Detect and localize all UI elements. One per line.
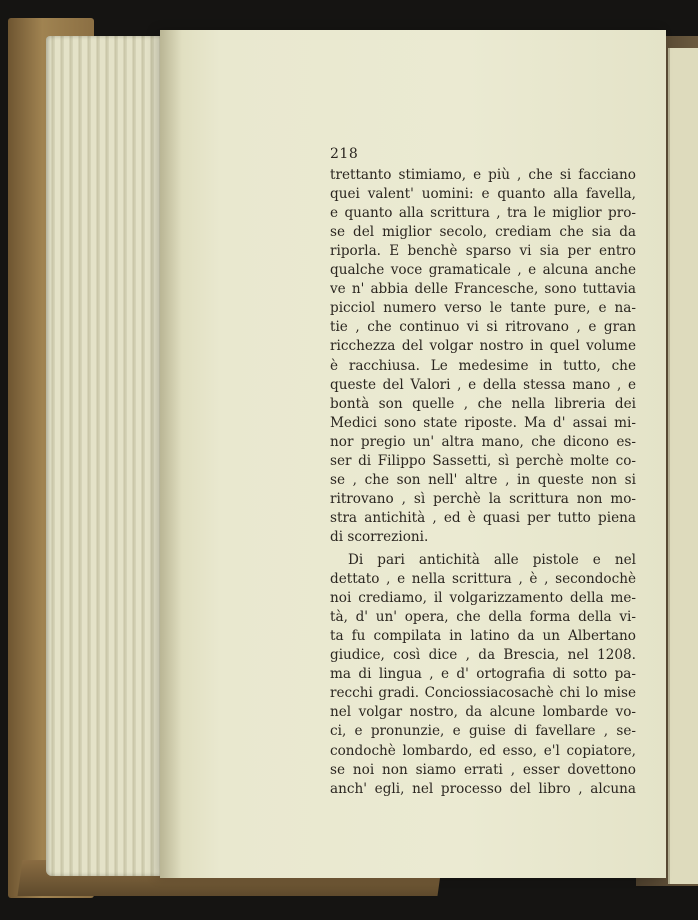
text-line: Medici sono state riposte. Ma d' assai mi- [330,414,636,431]
page-edges-stack [46,36,176,876]
text-line: ricchezza del volgar nostro in quel volume [330,338,636,355]
text-line: anch' egli, nel processo del libro , alcuna [330,780,636,797]
text-line: giudice, così dice , da Brescia, nel 1208. [330,647,636,664]
text-line: quei valent' uomini: e quanto alla favella, [330,186,636,203]
text-line: nor pregio un' altra mano, che dicono es- [330,433,636,450]
text-line: recchi gradi. Conciossiacosachè chi lo mise [330,685,636,702]
text-line: ve n' abbia delle Francesche, sono tuttavia [330,281,636,298]
text-line: riporla. E benchè sparso vi sia per entro [330,243,636,260]
text-line: ma di lingua , e d' ortografia di sotto pa- [330,666,636,683]
text-line: se del miglior secolo, crediam che sia da [330,224,636,241]
text-line: tà, d' un' opera, che della forma della vi- [330,609,636,626]
text-line: se , che son nell' altre , in queste non si [330,471,636,488]
text-line: ritrovano , sì perchè la scrittura non mo- [330,490,636,507]
page-number: 218 [330,146,359,162]
facing-page-edge [668,48,698,884]
text-line: e quanto alla scrittura , tra le miglior pro- [330,205,636,222]
text-line: di scorrezioni. [330,528,429,545]
text-line: ser di Filippo Sassetti, sì perchè molte co- [330,452,636,469]
text-line: se noi non siamo errati , esser dovettono [330,761,636,778]
page-gutter-shadow [160,30,182,878]
text-line: nel volgar nostro, da alcune lombarde vo- [330,704,636,721]
text-line: tie , che continuo vi si ritrovano , e gran [330,319,636,336]
text-line: queste del Valori , e della stessa mano , e [330,376,636,393]
text-line: ta fu compilata in latino da un Albertano [330,628,636,645]
text-line: stra antichità , ed è quasi per tutto piena [330,509,636,526]
text-line: Di pari antichità alle pistole e nel [348,552,636,568]
text-line: bontà son quelle , che nella libreria dei [330,395,636,412]
text-line: condochè lombardo, ed esso, e'l copiatore, [330,742,636,759]
text-line: trettanto stimiamo, e più , che si facciano [330,167,636,183]
text-line: dettato , e nella scrittura , è , secondochè [330,571,636,588]
text-line: noi crediamo, il volgarizzamento della me- [330,590,636,607]
text-line: è racchiusa. Le medesime in tutto, che [330,357,636,374]
text-line: qualche voce gramaticale , e alcuna anche [330,262,636,279]
text-line: ci, e pronunzie, e guise di favellare , se- [330,723,636,740]
text-line: picciol numero verso le tante pure, e na- [330,300,636,317]
